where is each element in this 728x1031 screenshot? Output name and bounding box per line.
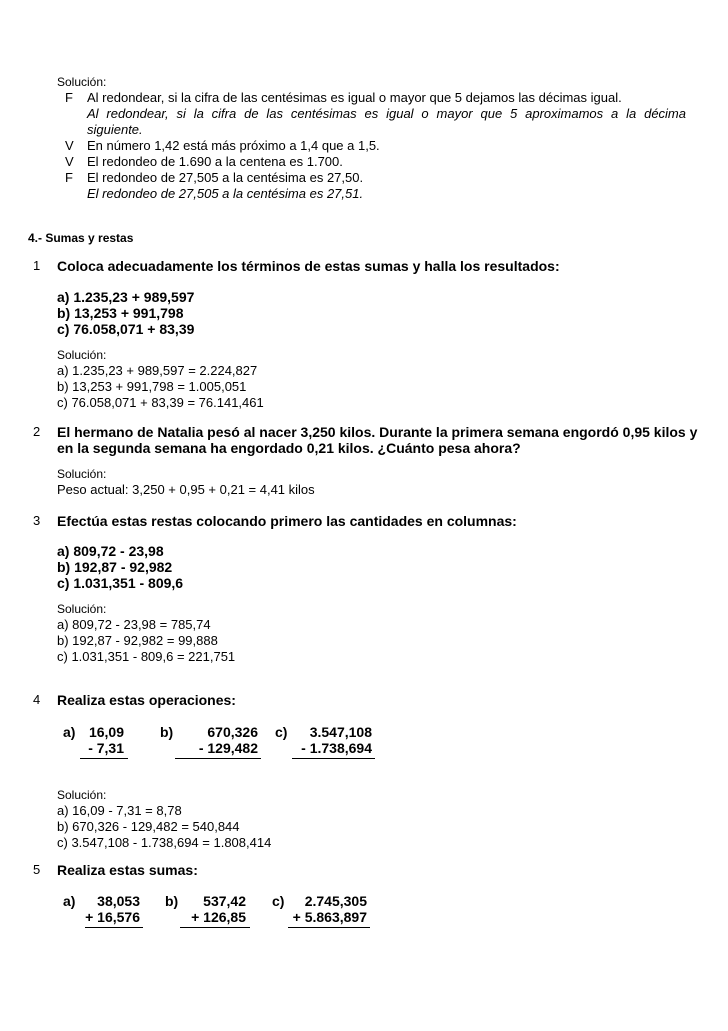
exercise-number: 2 [33, 424, 41, 439]
operation-label: c) [275, 724, 288, 740]
solution-line: Peso actual: 3,250 + 0,95 + 0,21 = 4,41 kilos [57, 482, 315, 497]
operation-top-number: 16,09 [88, 724, 124, 740]
exercise-statement: El hermano de Natalia pesó al nacer 3,250 kilos. Durante la primera semana engordó 0,95 kilos y [57, 424, 698, 440]
statement-text: En número 1,42 está más próximo a 1,4 que a 1,5. [87, 138, 380, 153]
operation-underline [288, 927, 370, 928]
solution-line: b) 192,87 - 92,982 = 99,888 [57, 633, 218, 648]
solution-line: c) 3.547,108 - 1.738,694 = 1.808,414 [57, 835, 272, 850]
solution-line: c) 76.058,071 + 83,39 = 76.141,461 [57, 395, 264, 410]
statement-text: El redondeo de 27,505 a la centésima es 27,50. [87, 170, 364, 185]
solution-label: Solución: [57, 348, 107, 362]
operation-bottom-number: + 126,85 [191, 909, 246, 925]
operation-label: b) [165, 893, 179, 909]
operation-underline [80, 758, 128, 759]
solution-line: b) 670,326 - 129,482 = 540,844 [57, 819, 240, 834]
operation-top-number: 537,42 [203, 893, 246, 909]
correction-text: Al redondear, si la cifra de las centésimas es igual o mayor que 5 aproximamos a la décima [87, 106, 686, 121]
operation-bottom-number: - 7,31 [88, 740, 124, 756]
exercise-item: a) 809,72 - 23,98 [57, 543, 164, 559]
operation-underline [175, 758, 261, 759]
answer-mark: F [65, 90, 73, 105]
exercise-item: c) 76.058,071 + 83,39 [57, 321, 195, 337]
solution-line: a) 1.235,23 + 989,597 = 2.224,827 [57, 363, 258, 378]
section-title: 4.- Sumas y restas [28, 231, 134, 245]
operation-underline [292, 758, 375, 759]
solution-line: b) 13,253 + 991,798 = 1.005,051 [57, 379, 247, 394]
exercise-statement: Realiza estas operaciones: [57, 692, 236, 708]
exercise-number: 4 [33, 692, 41, 707]
exercise-statement: Realiza estas sumas: [57, 862, 198, 878]
operation-underline [85, 927, 143, 928]
solution-label: Solución: [57, 602, 107, 616]
answer-mark: V [65, 154, 74, 169]
solution-label: Solución: [57, 75, 107, 89]
operation-label: a) [63, 724, 76, 740]
operation-top-number: 670,326 [207, 724, 258, 740]
statement-text: Al redondear, si la cifra de las centésimas es igual o mayor que 5 dejamos las décimas igual. [87, 90, 622, 105]
operation-label: c) [272, 893, 285, 909]
exercise-statement-continued: en la segunda semana ha engordado 0,21 kilos. ¿Cuánto pesa ahora? [57, 440, 521, 456]
exercise-item: a) 1.235,23 + 989,597 [57, 289, 195, 305]
exercise-item: b) 13,253 + 991,798 [57, 305, 184, 321]
answer-mark: V [65, 138, 74, 153]
exercise-item: b) 192,87 - 92,982 [57, 559, 173, 575]
solution-line: a) 16,09 - 7,31 = 8,78 [57, 803, 182, 818]
operation-label: b) [160, 724, 174, 740]
solution-label: Solución: [57, 467, 107, 481]
exercise-number: 5 [33, 862, 41, 877]
solution-line: c) 1.031,351 - 809,6 = 221,751 [57, 649, 236, 664]
exercise-item: c) 1.031,351 - 809,6 [57, 575, 184, 591]
solution-line: a) 809,72 - 23,98 = 785,74 [57, 617, 211, 632]
statement-text: El redondeo de 1.690 a la centena es 1.700. [87, 154, 343, 169]
operation-underline [180, 927, 250, 928]
solution-label: Solución: [57, 788, 107, 802]
exercise-statement: Coloca adecuadamente los términos de estas sumas y halla los resultados: [57, 258, 560, 274]
correction-text: El redondeo de 27,505 a la centésima es 27,51. [87, 186, 364, 201]
operation-bottom-number: - 129,482 [198, 740, 258, 756]
exercise-number: 1 [33, 258, 41, 273]
exercise-number: 3 [33, 513, 41, 528]
correction-text-continued: siguiente. [87, 122, 143, 137]
operation-bottom-number: + 5.863,897 [292, 909, 367, 925]
exercise-statement: Efectúa estas restas colocando primero las cantidades en columnas: [57, 513, 517, 529]
operation-bottom-number: + 16,576 [85, 909, 140, 925]
answer-mark: F [65, 170, 73, 185]
operation-top-number: 3.547,108 [309, 724, 372, 740]
operation-top-number: 38,053 [97, 893, 140, 909]
operation-bottom-number: - 1.738,694 [301, 740, 372, 756]
operation-top-number: 2.745,305 [304, 893, 367, 909]
operation-label: a) [63, 893, 76, 909]
